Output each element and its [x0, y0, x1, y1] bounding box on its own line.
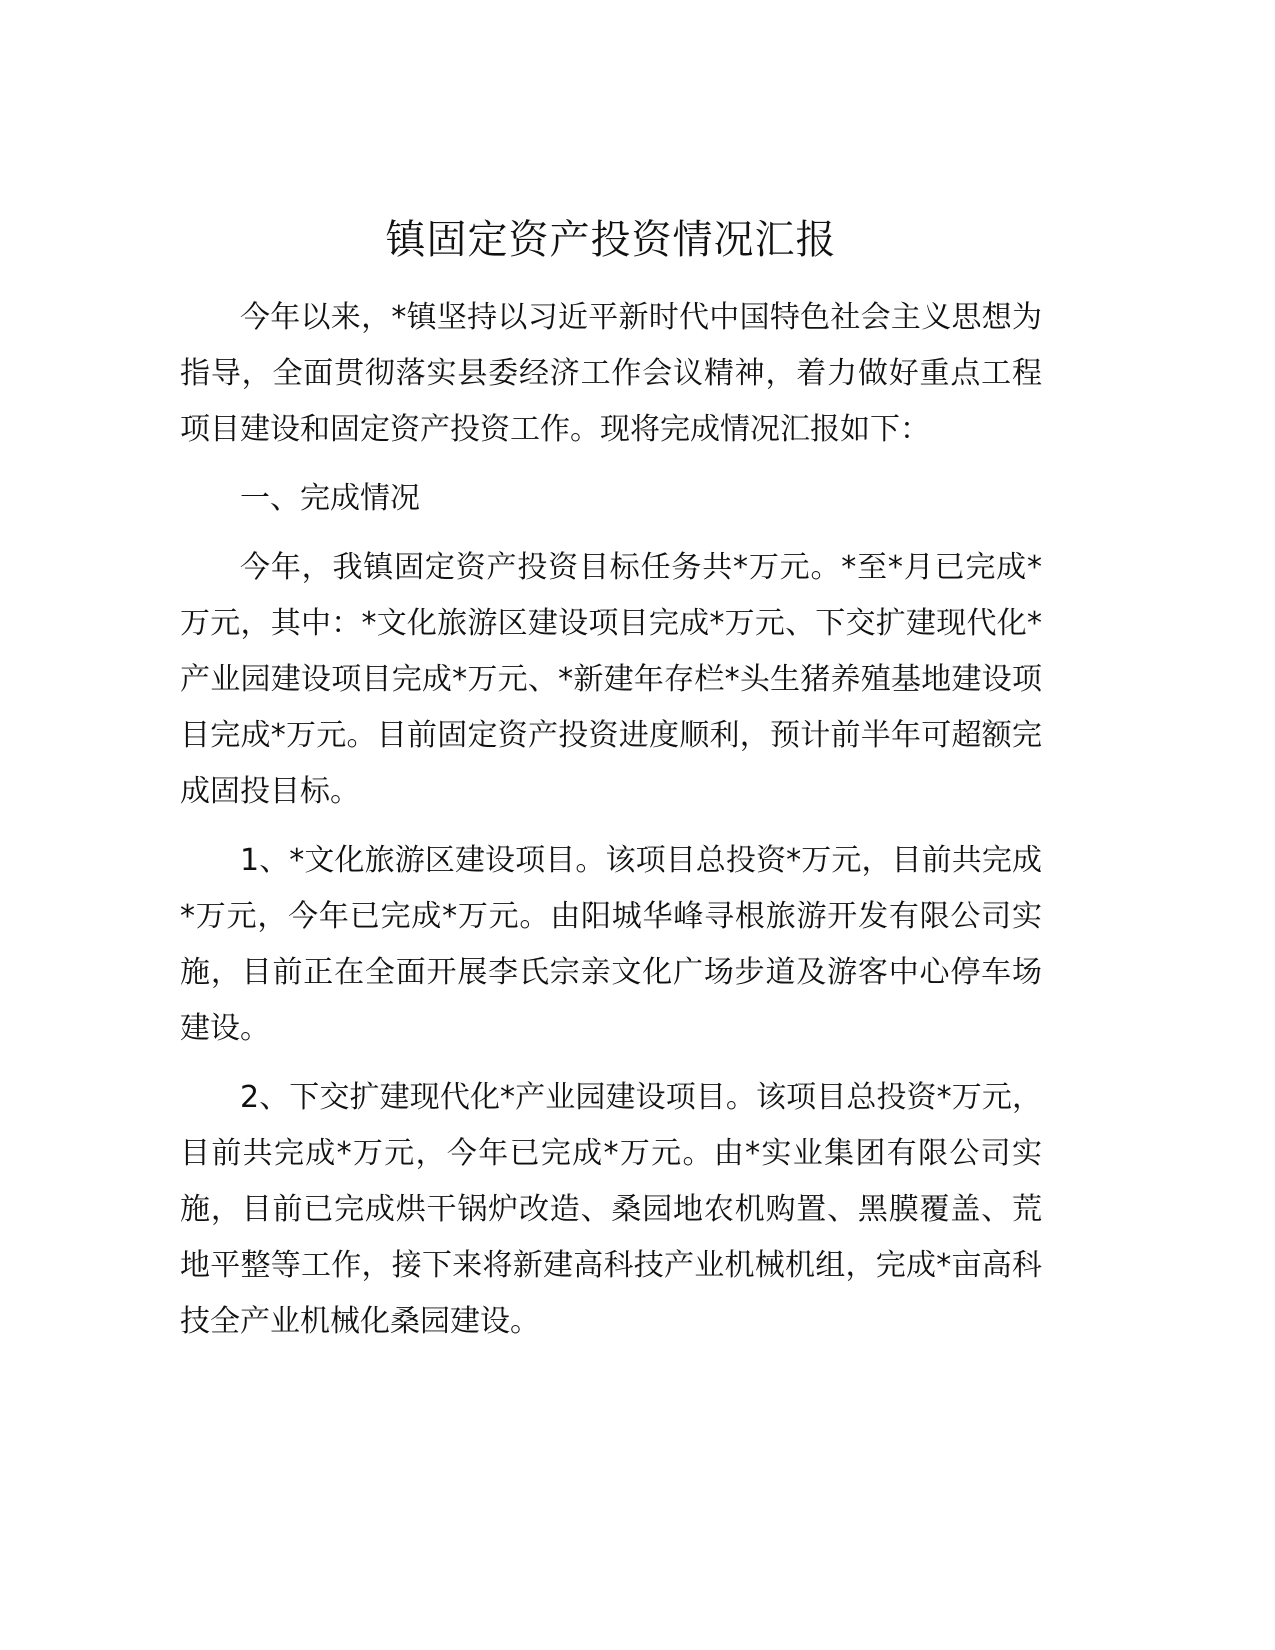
section-heading: 一、完成情况	[240, 481, 420, 516]
project-2-paragraph: 2、下交扩建现代化*产业园建设项目。该项目总投资*万元，目前共完成*万元，今年已完成*万元。由*实业集团有限公司实施，目前已完成烘干锅炉改造、桑园地农机购置、黑膜覆盖、荒地平整等工作，接下来将新建高科技产业机械机组，完成*亩高科技全产业机械化桑园建设。	[180, 1080, 1042, 1339]
document-title: 镇固定资产投资情况汇报	[385, 217, 837, 263]
document-body	[180, 212, 1042, 1363]
summary-paragraph: 今年，我镇固定资产投资目标任务共*万元。*至*月已完成*万元，其中：*文化旅游区建设项目完成*万元、下交扩建现代化*产业园建设项目完成*万元、*新建年存栏*头生猪养殖基地建设项目完成*万元。目前固定资产投资进度顺利，预计前半年可超额完成固投目标。	[180, 550, 1042, 809]
intro-paragraph: 今年以来，*镇坚持以习近平新时代中国特色社会主义思想为指导，全面贯彻落实县委经济工作会议精神，着力做好重点工程项目建设和固定资产投资工作。现将完成情况汇报如下：	[180, 300, 1042, 447]
project-1-paragraph: 1、*文化旅游区建设项目。该项目总投资*万元，目前共完成*万元，今年已完成*万元。由阳城华峰寻根旅游开发有限公司实施，目前正在全面开展李氏宗亲文化广场步道及游客中心停车场建设。	[180, 843, 1042, 1046]
